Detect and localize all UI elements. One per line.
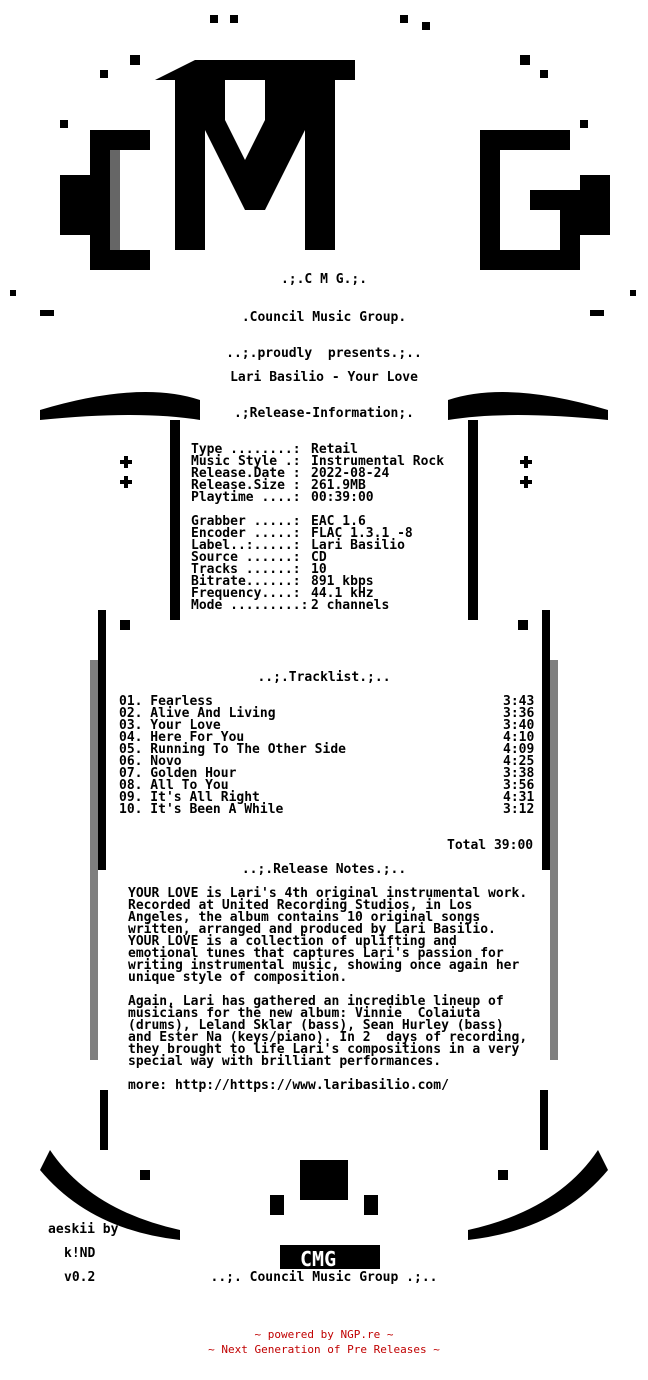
release-info-label: Release.Size : <box>191 478 301 493</box>
tracklist-heading: ..;.Tracklist.;.. <box>257 670 391 685</box>
track-title: 06. Novo <box>119 754 182 769</box>
release-notes-line: unique style of composition. <box>128 970 348 985</box>
footer-tagline: ~ Next Generation of Pre Releases ~ <box>208 1343 440 1356</box>
release-notes-line: Angeles, the album contains 10 original songs <box>128 910 481 925</box>
track-title: 08. All To You <box>119 778 229 793</box>
tracklist-total: Total 39:00 <box>447 838 534 853</box>
release-notes-line: YOUR LOVE is a collection of uplifting and <box>128 934 457 949</box>
track-time: 4:25 <box>503 754 535 769</box>
release-info-value: 2 channels <box>311 598 390 613</box>
bottom-tag: ..;. Council Music Group .;.. <box>210 1270 438 1285</box>
release-info-value: CD <box>311 550 327 565</box>
release-notes-line: special way with brilliant performances. <box>128 1054 442 1069</box>
release-info-value: 10 <box>311 562 327 577</box>
release-notes-line: and Ester Na (keys/piano). In 2 days of recording, <box>128 1030 528 1045</box>
track-time: 3:12 <box>503 802 535 817</box>
release-info-value: Instrumental Rock <box>311 454 445 469</box>
credits-line-2: k!ND <box>64 1246 96 1261</box>
release-notes-line: written, arranged and produced by Lari Basilio. <box>128 922 496 937</box>
release-info-value: FLAC 1.3.1 -8 <box>311 526 413 541</box>
release-info-label: Source ......: <box>191 550 301 565</box>
release-info-label: Encoder .....: <box>191 526 301 541</box>
release-info-value: 891 kbps <box>311 574 374 589</box>
logo-tag: .;.C M G.;. <box>280 272 368 287</box>
release-notes-line: writing instrumental music, showing once again her <box>128 958 520 973</box>
release-info-label: Music Style .: <box>191 454 301 469</box>
track-time: 3:36 <box>503 706 535 721</box>
release-info-label: Grabber .....: <box>191 514 301 529</box>
release-info-value: 261.9MB <box>311 478 366 493</box>
credits-line-3: v0.2 <box>64 1270 96 1285</box>
release-info-value: 44.1 kHz <box>311 586 374 601</box>
release-info-label: Type ........: <box>191 442 301 457</box>
track-time: 3:40 <box>503 718 535 733</box>
track-title: 09. It's All Right <box>119 790 260 805</box>
release-info-label: Release.Date : <box>191 466 301 481</box>
release-info-value: 2022-08-24 <box>311 466 390 481</box>
track-time: 3:43 <box>503 694 535 709</box>
track-time: 4:31 <box>503 790 535 805</box>
release-title: Lari Basilio - Your Love <box>230 370 418 385</box>
track-title: 02. Alive And Living <box>119 706 276 721</box>
track-time: 4:09 <box>503 742 535 757</box>
release-info-label: Playtime ....: <box>191 490 301 505</box>
release-info-label: Label..:.....: <box>191 538 301 553</box>
presents-line: ..;.proudly presents.;.. <box>226 346 422 361</box>
release-info-label: Frequency....: <box>191 586 301 601</box>
release-info-value: EAC 1.6 <box>311 514 366 529</box>
track-title: 10. It's Been A While <box>119 802 284 817</box>
release-info-value: 00:39:00 <box>311 490 374 505</box>
release-info-label: Mode .........: <box>191 598 309 613</box>
track-title: 07. Golden Hour <box>119 766 237 781</box>
release-notes-line: emotional tunes that captures Lari's passion for <box>128 946 504 961</box>
cmg-logo-art <box>10 15 636 316</box>
release-notes-line: Recorded at United Recording Studios, in Los <box>128 898 473 913</box>
footer-powered-by[interactable]: ~ powered by NGP.re ~ <box>254 1328 394 1341</box>
track-title: 01. Fearless <box>119 694 213 709</box>
bottom-logo-text: CMG <box>300 1247 337 1271</box>
track-time: 4:10 <box>503 730 535 745</box>
release-info-value: Retail <box>311 442 358 457</box>
release-notes-line: (drums), Leland Sklar (bass), Sean Hurley (bass) <box>128 1018 504 1033</box>
track-title: 04. Here For You <box>119 730 245 745</box>
release-info-label: Bitrate......: <box>191 574 301 589</box>
release-notes-line: YOUR LOVE is Lari's 4th original instrumental work. <box>128 886 528 901</box>
track-time: 3:38 <box>503 766 535 781</box>
release-notes-heading: ..;.Release Notes.;.. <box>241 862 407 877</box>
credits-line-1: aeskii by <box>48 1222 119 1237</box>
release-notes-line: they brought to life Lari's compositions in a very <box>128 1042 520 1057</box>
track-title: 03. Your Love <box>119 718 221 733</box>
release-notes-line: musicians for the new album: Vinnie Colaiuta <box>128 1006 481 1021</box>
more-link[interactable]: more: http://https://www.laribasilio.com/ <box>128 1078 449 1093</box>
release-info-label: Tracks ......: <box>191 562 301 577</box>
release-notes-line: Again, Lari has gathered an incredible lineup of <box>128 994 504 1009</box>
track-time: 3:56 <box>503 778 535 793</box>
release-info-heading: .;Release-Information;. <box>233 406 414 421</box>
release-info-value: Lari Basilio <box>311 538 405 553</box>
group-name: .Council Music Group. <box>241 310 407 325</box>
track-title: 05. Running To The Other Side <box>119 742 346 757</box>
